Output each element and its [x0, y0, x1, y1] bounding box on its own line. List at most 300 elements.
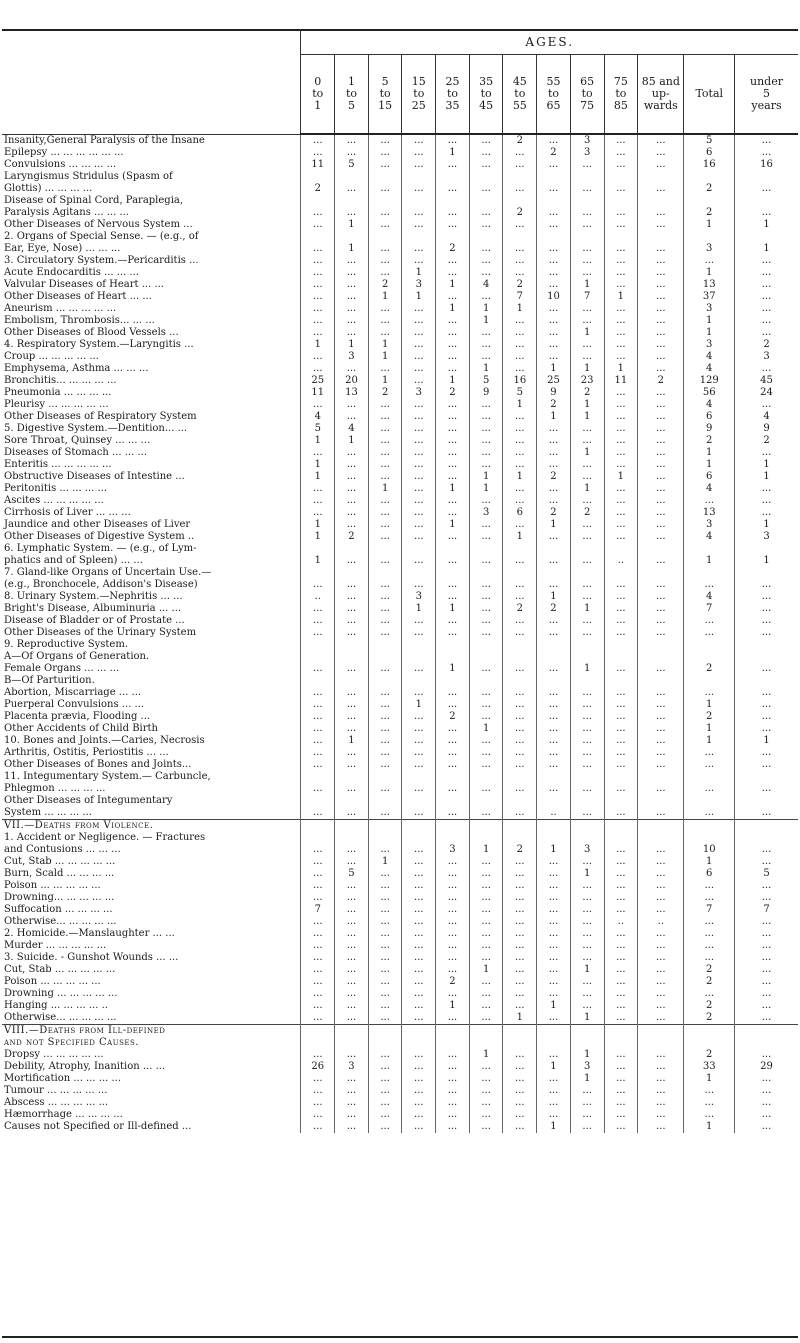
row-label: VII.—Deaths from Violence. — [2, 820, 301, 833]
age-count-cell: ... — [537, 447, 571, 459]
age-count-cell: ... — [537, 723, 571, 735]
total-cell: 5 — [684, 134, 735, 147]
age-count-cell: ... — [436, 159, 470, 171]
age-count-cell: ... — [436, 940, 470, 952]
age-count-cell: ... — [469, 134, 503, 147]
table-row — [2, 435, 798, 447]
column-header: 15 to 25 — [402, 55, 436, 135]
age-count-cell: 23 — [570, 375, 604, 387]
age-count-cell: 1 — [503, 471, 537, 483]
age-count-cell: ... — [335, 916, 369, 928]
under-5-cell: ... — [735, 1121, 799, 1133]
age-count-cell: ... — [335, 411, 369, 423]
age-count-cell: 1 — [469, 303, 503, 315]
age-count-cell: ... — [638, 1000, 684, 1012]
age-count-cell: ... — [402, 675, 436, 699]
age-count-cell: ... — [604, 651, 638, 675]
age-count-cell: 7 — [570, 291, 604, 303]
age-count-cell: ... — [402, 399, 436, 411]
age-count-cell: ... — [436, 567, 470, 591]
age-count-cell — [604, 1025, 638, 1050]
age-count-cell: ... — [335, 928, 369, 940]
age-count-cell: ... — [503, 892, 537, 904]
age-count-cell — [570, 1025, 604, 1050]
age-count-cell: ... — [638, 315, 684, 327]
age-count-cell: ... — [638, 351, 684, 363]
age-count-cell: ... — [402, 711, 436, 723]
age-count-cell: 1 — [301, 543, 335, 567]
age-count-cell: ... — [402, 375, 436, 387]
total-cell: 6 — [684, 868, 735, 880]
age-count-cell: ... — [638, 976, 684, 988]
age-count-cell: ... — [436, 1061, 470, 1073]
age-count-cell: ... — [368, 952, 402, 964]
age-count-cell: ... — [638, 447, 684, 459]
age-count-cell — [537, 820, 571, 833]
age-count-cell: ... — [537, 483, 571, 495]
age-count-cell: ... — [368, 435, 402, 447]
total-cell: 2 — [684, 711, 735, 723]
age-count-cell: ... — [503, 711, 537, 723]
age-count-cell: 3 — [402, 279, 436, 291]
age-count-cell: 1 — [436, 483, 470, 495]
age-count-cell: ... — [402, 892, 436, 904]
age-count-cell: ... — [402, 651, 436, 675]
under-5-cell: ... — [735, 675, 799, 699]
age-count-cell: ... — [638, 1012, 684, 1025]
age-count-cell: ... — [537, 159, 571, 171]
age-count-cell: 2 — [503, 134, 537, 147]
age-count-cell: 1 — [570, 964, 604, 976]
total-cell: 33 — [684, 1061, 735, 1073]
age-count-cell: ... — [436, 928, 470, 940]
total-cell: ... — [684, 880, 735, 892]
age-count-cell — [436, 820, 470, 833]
age-count-cell: ... — [604, 603, 638, 615]
under-5-cell: 29 — [735, 1061, 799, 1073]
table-row — [2, 387, 798, 399]
age-count-cell: ... — [301, 1085, 335, 1097]
age-count-cell: 26 — [301, 1061, 335, 1073]
age-count-cell: ... — [469, 171, 503, 195]
age-count-cell: ... — [469, 411, 503, 423]
age-count-cell: 5 — [335, 868, 369, 880]
age-count-cell: ... — [638, 591, 684, 603]
table-row — [2, 904, 798, 916]
age-count-cell: ... — [638, 327, 684, 339]
age-count-cell: ... — [503, 952, 537, 964]
age-count-cell: ... — [570, 591, 604, 603]
age-count-cell: ... — [570, 171, 604, 195]
age-count-cell: ... — [604, 928, 638, 940]
age-count-cell: ... — [604, 675, 638, 699]
table-row — [2, 447, 798, 459]
age-count-cell: ... — [335, 711, 369, 723]
age-count-cell: 1 — [537, 411, 571, 423]
age-count-cell: ... — [368, 459, 402, 471]
total-cell: ... — [684, 747, 735, 759]
age-count-cell: ... — [301, 976, 335, 988]
age-count-cell: ... — [537, 651, 571, 675]
age-count-cell: ... — [638, 795, 684, 820]
age-count-cell: 1 — [570, 363, 604, 375]
age-count-cell: ... — [402, 195, 436, 219]
age-count-cell: ... — [604, 423, 638, 435]
total-cell: ... — [684, 1109, 735, 1121]
age-count-cell: 1 — [537, 591, 571, 603]
age-count-cell: ... — [604, 964, 638, 976]
age-count-cell: ... — [469, 747, 503, 759]
age-count-cell: ... — [335, 1121, 369, 1133]
age-count-cell: ... — [436, 435, 470, 447]
table-row — [2, 639, 798, 651]
under-5-cell — [735, 1025, 799, 1050]
age-count-cell: ... — [537, 1097, 571, 1109]
under-5-cell: ... — [735, 916, 799, 928]
age-count-cell: ... — [402, 435, 436, 447]
age-count-cell: ... — [402, 904, 436, 916]
age-count-cell: ... — [368, 964, 402, 976]
under-5-cell: 1 — [735, 471, 799, 483]
age-count-cell: ... — [436, 675, 470, 699]
age-count-cell: ... — [537, 868, 571, 880]
age-count-cell: 1 — [469, 964, 503, 976]
under-5-cell: 1 — [735, 459, 799, 471]
under-5-cell: ... — [735, 1109, 799, 1121]
table-row — [2, 375, 798, 387]
age-count-cell: 1 — [436, 603, 470, 615]
table-row — [2, 315, 798, 327]
row-label: Other Diseases of Blood Vessels ... — [4, 327, 179, 338]
age-count-cell: ... — [570, 880, 604, 892]
age-count-cell: ... — [638, 735, 684, 747]
age-count-cell: ... — [335, 976, 369, 988]
row-label: 1. Accident or Negligence. — Fractures and Contusions ... ... ... — [4, 832, 206, 855]
age-count-cell: ... — [537, 171, 571, 195]
total-cell: 2 — [684, 651, 735, 675]
row-label: 9. Reproductive System. — [4, 639, 129, 650]
age-count-cell: ... — [537, 1109, 571, 1121]
age-count-cell: ... — [503, 964, 537, 976]
total-cell: 2 — [684, 171, 735, 195]
age-count-cell: ... — [469, 1073, 503, 1085]
age-count-cell: ... — [335, 699, 369, 711]
total-cell: ... — [684, 952, 735, 964]
age-count-cell: ... — [638, 952, 684, 964]
age-count-cell: ... — [402, 531, 436, 543]
age-count-cell: ... — [570, 315, 604, 327]
table-row — [2, 1121, 798, 1133]
age-count-cell: ... — [436, 771, 470, 795]
row-label: Other Diseases of Heart ... ... — [4, 291, 152, 302]
age-count-cell: ... — [604, 567, 638, 591]
age-count-cell: ... — [368, 747, 402, 759]
age-count-cell: ... — [469, 1000, 503, 1012]
age-count-cell: ... — [537, 303, 571, 315]
age-count-cell: ... — [638, 159, 684, 171]
age-count-cell: ... — [604, 483, 638, 495]
age-count-cell: ... — [638, 747, 684, 759]
age-count-cell: 2 — [301, 171, 335, 195]
age-count-cell: ... — [402, 315, 436, 327]
age-count-cell: ... — [436, 255, 470, 267]
age-count-cell: ... — [368, 1049, 402, 1061]
age-count-cell: ... — [503, 219, 537, 231]
age-count-cell: ... — [570, 267, 604, 279]
age-count-cell: ... — [537, 1012, 571, 1025]
age-count-cell: ... — [301, 651, 335, 675]
row-label: Embolism, Thrombosis... ... ... — [4, 315, 155, 326]
under-5-cell: ... — [735, 1000, 799, 1012]
age-count-cell — [335, 1025, 369, 1050]
total-cell: 129 — [684, 375, 735, 387]
age-count-cell: ... — [469, 952, 503, 964]
age-count-cell: ... — [537, 567, 571, 591]
age-count-cell: ... — [402, 134, 436, 147]
age-count-cell: ... — [503, 904, 537, 916]
age-count-cell: ... — [537, 964, 571, 976]
age-count-cell: ... — [402, 423, 436, 435]
age-count-cell: ... — [604, 231, 638, 255]
under-5-cell: ... — [735, 483, 799, 495]
table-row — [2, 1061, 798, 1073]
age-count-cell: ... — [638, 928, 684, 940]
total-cell: 2 — [684, 1049, 735, 1061]
age-count-cell: ... — [436, 267, 470, 279]
row-label: Other Accidents of Child Birth — [4, 723, 158, 734]
age-count-cell: ... — [436, 880, 470, 892]
age-count-cell: ... — [638, 387, 684, 399]
age-count-cell: ... — [604, 399, 638, 411]
under-5-cell: 2 — [735, 339, 799, 351]
age-count-cell: .. — [537, 795, 571, 820]
age-count-cell: ... — [570, 495, 604, 507]
age-count-cell: 1 — [469, 483, 503, 495]
age-count-cell: ... — [570, 952, 604, 964]
table-row — [2, 363, 798, 375]
table-row — [2, 603, 798, 615]
age-count-cell: ... — [604, 868, 638, 880]
age-count-cell: ... — [335, 327, 369, 339]
age-count-cell: 5 — [503, 387, 537, 399]
total-cell: 3 — [684, 303, 735, 315]
age-count-cell: ... — [503, 1121, 537, 1133]
total-cell: 13 — [684, 279, 735, 291]
age-count-cell: ... — [402, 747, 436, 759]
age-count-cell: ... — [301, 615, 335, 627]
age-count-cell: 1 — [570, 399, 604, 411]
row-label: Enteritis ... ... ... ... ... — [4, 459, 112, 470]
total-cell: 1 — [684, 219, 735, 231]
age-count-cell: ... — [638, 988, 684, 1000]
total-cell: ... — [684, 795, 735, 820]
age-count-cell: ... — [503, 231, 537, 255]
row-label: Jaundice and other Diseases of Liver — [4, 519, 191, 530]
age-count-cell: ... — [402, 447, 436, 459]
age-count-cell: ... — [537, 735, 571, 747]
age-count-cell: ... — [570, 519, 604, 531]
under-5-cell: ... — [735, 315, 799, 327]
under-5-cell: ... — [735, 1073, 799, 1085]
age-count-cell: 3 — [570, 1061, 604, 1073]
age-count-cell: 1 — [436, 375, 470, 387]
age-count-cell: ... — [570, 759, 604, 771]
age-count-cell: ... — [638, 675, 684, 699]
age-count-cell: ... — [604, 771, 638, 795]
age-count-cell: ... — [570, 699, 604, 711]
age-count-cell: ... — [570, 940, 604, 952]
row-label: 7. Gland-like Organs of Uncertain Use.— (e.g., Bronchocele, Addison's Disease) — [4, 567, 212, 590]
age-count-cell: ... — [469, 988, 503, 1000]
age-count-cell: ... — [301, 771, 335, 795]
table-row — [2, 411, 798, 423]
age-count-cell: ... — [503, 351, 537, 363]
age-count-cell: ... — [368, 880, 402, 892]
age-count-cell: ... — [604, 507, 638, 519]
age-count-cell: ... — [335, 315, 369, 327]
age-count-cell: ... — [638, 363, 684, 375]
age-count-cell: ... — [638, 1121, 684, 1133]
under-5-cell: ... — [735, 747, 799, 759]
age-count-cell: ... — [570, 159, 604, 171]
table-row — [2, 832, 798, 856]
age-count-cell — [368, 639, 402, 651]
age-count-cell — [301, 820, 335, 833]
age-count-cell: ... — [604, 531, 638, 543]
age-count-cell: ... — [335, 195, 369, 219]
age-count-cell: ... — [604, 615, 638, 627]
under-5-cell: ... — [735, 1097, 799, 1109]
age-count-cell: ... — [537, 267, 571, 279]
age-count-cell: 1 — [469, 832, 503, 856]
table-row — [2, 483, 798, 495]
total-cell: 2 — [684, 976, 735, 988]
under-5-cell: ... — [735, 1085, 799, 1097]
age-count-cell: ... — [537, 759, 571, 771]
age-count-cell: ... — [402, 795, 436, 820]
age-count-cell: 1 — [537, 1121, 571, 1133]
section-heading-row — [2, 820, 798, 833]
under-5-cell: 4 — [735, 411, 799, 423]
age-count-cell: 1 — [570, 1012, 604, 1025]
age-count-cell: ... — [368, 940, 402, 952]
age-count-cell: ... — [469, 423, 503, 435]
age-count-cell: ... — [368, 327, 402, 339]
age-count-cell: ... — [604, 134, 638, 147]
age-count-cell: ... — [436, 291, 470, 303]
total-cell: 1 — [684, 459, 735, 471]
age-count-cell: ... — [469, 1012, 503, 1025]
age-count-cell: ... — [335, 856, 369, 868]
age-count-cell: ... — [503, 795, 537, 820]
table-row — [2, 399, 798, 411]
age-count-cell: 2 — [537, 471, 571, 483]
age-count-cell: ... — [503, 459, 537, 471]
table-row — [2, 255, 798, 267]
table-row — [2, 147, 798, 159]
total-cell: ... — [684, 495, 735, 507]
age-count-cell: ... — [537, 435, 571, 447]
total-cell: 16 — [684, 159, 735, 171]
age-count-cell: ... — [503, 699, 537, 711]
age-count-cell: ... — [469, 699, 503, 711]
age-count-cell: 1 — [368, 375, 402, 387]
total-cell: 4 — [684, 531, 735, 543]
row-label: 4. Respiratory System.—Laryngitis ... — [4, 339, 194, 350]
age-count-cell: ... — [301, 279, 335, 291]
age-count-cell: ... — [570, 928, 604, 940]
age-count-cell: ... — [503, 1049, 537, 1061]
age-count-cell: 1 — [537, 519, 571, 531]
age-count-cell: 3 — [436, 832, 470, 856]
age-count-cell: ... — [368, 147, 402, 159]
age-count-cell: ... — [537, 988, 571, 1000]
age-count-cell: ... — [301, 627, 335, 639]
under-5-cell: 3 — [735, 351, 799, 363]
age-count-cell: 1 — [368, 856, 402, 868]
row-label: Causes not Specified or Ill-defined ... — [4, 1121, 192, 1132]
age-count-cell: ... — [570, 471, 604, 483]
age-count-cell: ... — [335, 399, 369, 411]
age-count-cell: ... — [537, 1073, 571, 1085]
age-count-cell: ... — [402, 627, 436, 639]
row-label: Mortification ... ... ... ... — [4, 1073, 122, 1084]
age-count-cell: ... — [368, 495, 402, 507]
column-header: 25 to 35 — [436, 55, 470, 135]
age-count-cell: ... — [402, 952, 436, 964]
row-label: Ascites ... ... ... ... ... — [4, 495, 104, 506]
age-count-cell: ... — [604, 711, 638, 723]
age-count-cell: ... — [570, 1097, 604, 1109]
age-count-cell: ... — [436, 315, 470, 327]
age-count-cell: ... — [368, 399, 402, 411]
age-count-cell: ... — [436, 868, 470, 880]
age-count-cell: ... — [469, 519, 503, 531]
age-count-cell: ... — [469, 1121, 503, 1133]
age-count-cell: ... — [469, 231, 503, 255]
age-count-cell: ... — [301, 964, 335, 976]
total-cell: ... — [684, 940, 735, 952]
age-count-cell: ... — [537, 916, 571, 928]
row-label: Disease of Spinal Cord, Paraplegia, Paralysis Agitans ... ... ... — [4, 195, 184, 218]
row-label: Acute Endocarditis ... ... ... — [4, 267, 139, 278]
row-label: Dropsy ... ... ... ... ... — [4, 1049, 104, 1060]
age-count-cell: 1 — [402, 699, 436, 711]
age-count-cell: ... — [503, 567, 537, 591]
row-label: Cirrhosis of Liver ... ... ... — [4, 507, 131, 518]
age-count-cell: 2 — [570, 387, 604, 399]
age-count-cell: ... — [301, 303, 335, 315]
under-5-cell: ... — [735, 399, 799, 411]
under-5-cell: 7 — [735, 904, 799, 916]
age-count-cell — [604, 820, 638, 833]
age-count-cell: ... — [537, 952, 571, 964]
table-row — [2, 651, 798, 675]
table-row — [2, 952, 798, 964]
row-label: Other Diseases of Nervous System ... — [4, 219, 193, 230]
row-label: 3. Suicide. - Gunshot Wounds ... ... — [4, 952, 179, 963]
row-label: Arthritis, Ostitis, Periostitis ... ... — [4, 747, 169, 758]
age-count-cell: ... — [335, 1109, 369, 1121]
age-count-cell: ... — [402, 471, 436, 483]
age-count-cell: ... — [469, 615, 503, 627]
table-row — [2, 171, 798, 195]
total-cell: 2 — [684, 1000, 735, 1012]
age-count-cell — [436, 1025, 470, 1050]
age-count-cell — [402, 820, 436, 833]
age-count-cell: ... — [368, 471, 402, 483]
age-count-cell: 3 — [469, 507, 503, 519]
